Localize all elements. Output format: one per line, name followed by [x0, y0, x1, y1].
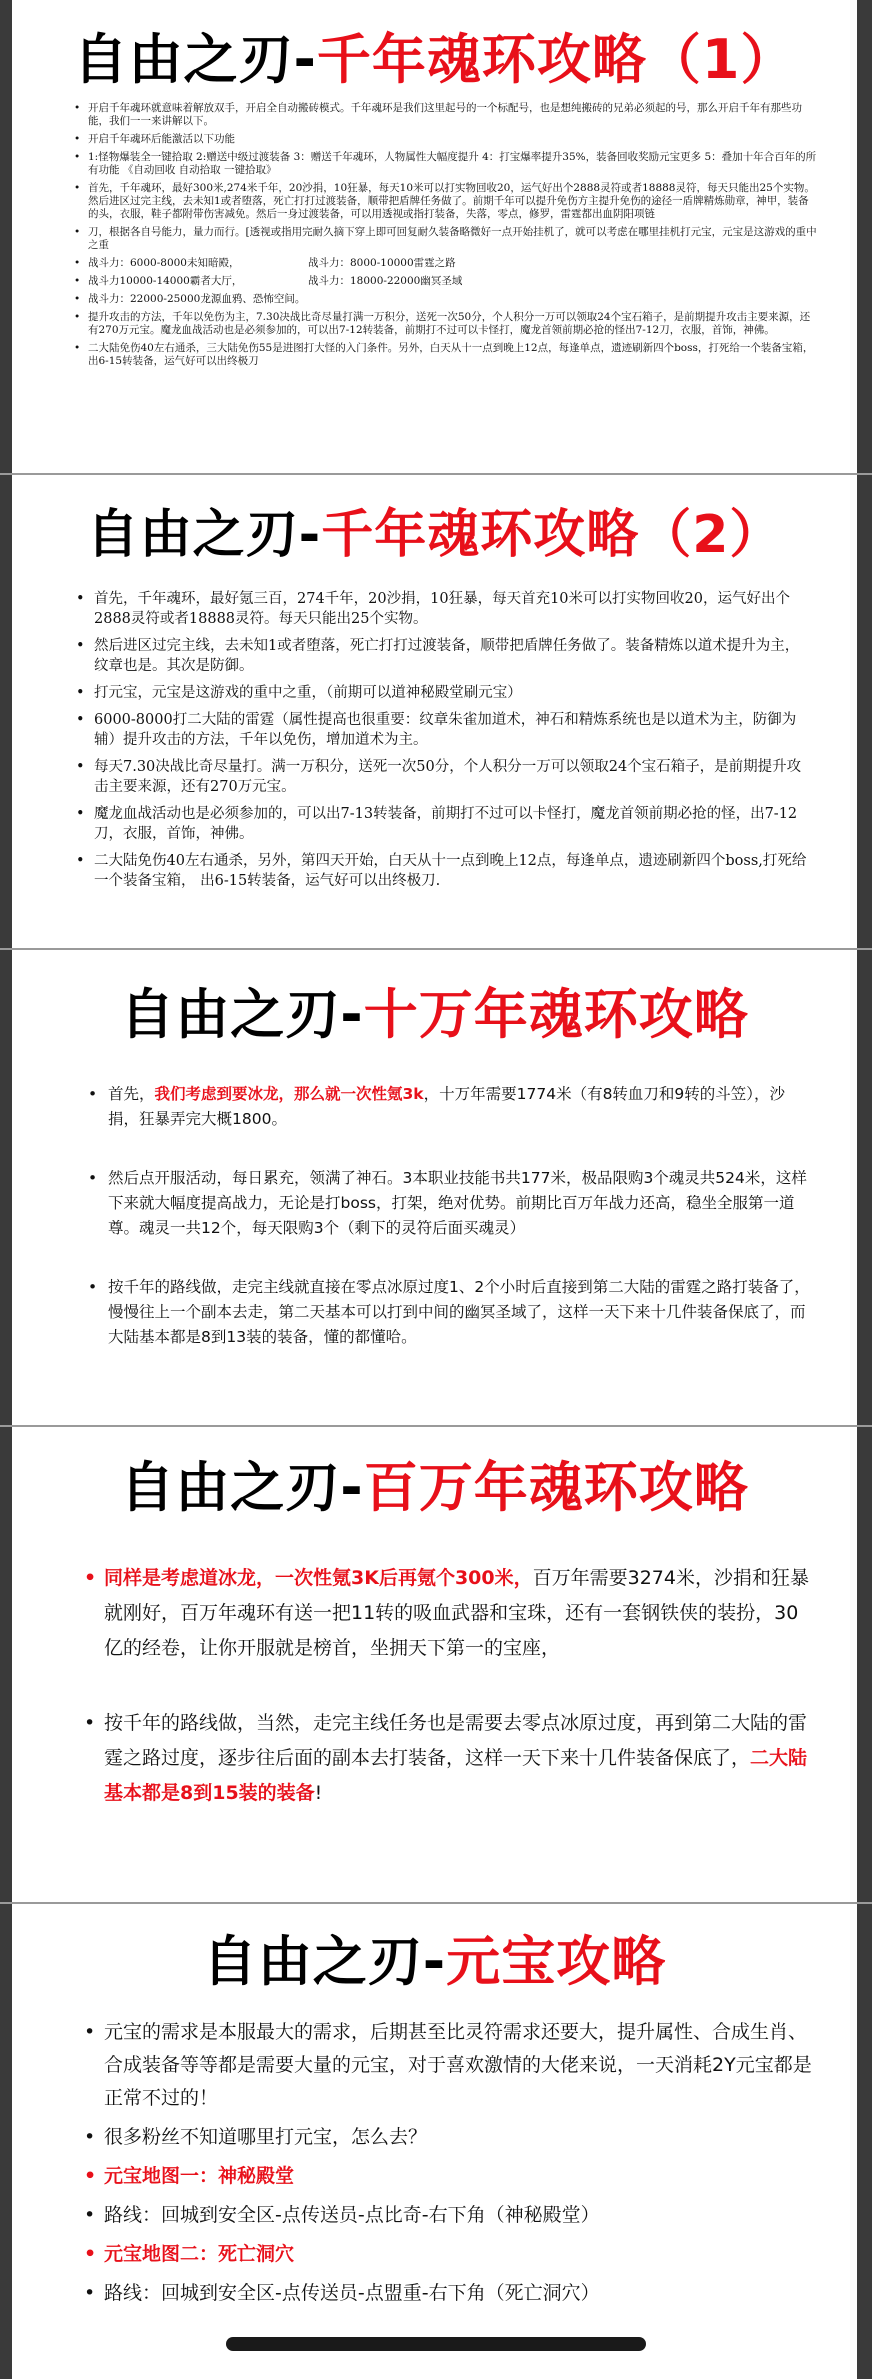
- highlight-text: 同样是考虑道冰龙，一次性氪3K后再氪个300米，: [104, 1567, 533, 1589]
- text: !: [314, 1782, 323, 1804]
- list-item: • 路线：回城到安全区-点传送员-点比奇-右下角（神秘殿堂）: [104, 2199, 817, 2232]
- panel-yuanbao: [12, 1904, 857, 2379]
- list-item: • 魔龙血战活动也是必须参加的，可以出7-13转装备，前期打不过可以卡怪打，魔龙首领前期必抢的怪，出7-12刀，衣服，首饰，神佛。: [94, 804, 809, 844]
- text: 百万年需要3274米，沙捐和狂暴就刚好，百万年魂环有送一把11转的吸血武器和宝珠，还有一套钢铁侠的装扮，30亿的经卷，让你开服就是榜首，坐拥天下第一的宝座，: [104, 1567, 809, 1659]
- panel-thousand-year-2: [12, 475, 857, 948]
- power-tier: 战斗力：8000-10000雷霆之路: [308, 257, 456, 269]
- list-item: • 元宝地图一：神秘殿堂: [104, 2160, 817, 2193]
- title-black: 自由之刃-: [73, 28, 317, 91]
- power-tier: 战斗力：18000-22000幽冥圣域: [308, 275, 463, 287]
- list-item: • 战斗力：22000-25000龙源血鸦、恐怖空间。: [88, 293, 817, 306]
- power-tier: • 战斗力10000-14000霸者大厅，: [88, 275, 243, 287]
- panel-title: [12, 0, 857, 92]
- list-item: • 元宝地图二：死亡洞穴: [104, 2238, 817, 2271]
- list-item: [88, 275, 817, 288]
- guide-list: [12, 1048, 857, 1350]
- guide-list: [12, 1994, 857, 2310]
- list-item: [88, 257, 817, 270]
- list-item: • 开启千年魂环后能激活以下功能: [88, 133, 817, 146]
- list-item: • 刀，根据各自号能力，量力而行。[透视或指用完耐久摘下穿上即可回复耐久装备略微好一点开始挂机了，就可以考虑在哪里挂机打元宝，元宝是这游戏的重中之重: [88, 226, 817, 252]
- text: ，十万年需要1774米（有8转血刀和9转的斗笠），沙捐，狂暴弄完大概1800。: [108, 1085, 786, 1128]
- panel-thousand-year-1: [12, 0, 857, 473]
- list-item: • 路线：回城到安全区-点传送员-点盟重-右下角（死亡洞穴）: [104, 2277, 817, 2310]
- panel-title: [12, 1427, 857, 1521]
- highlight-text: 二大陆基本都是8到15装的装备: [104, 1747, 808, 1804]
- panel-million-year: [12, 1427, 857, 1902]
- panel-title: [12, 950, 857, 1048]
- title-red: 十万年魂环攻略: [363, 983, 749, 1046]
- guide-list: [12, 1521, 857, 1811]
- list-item: • 开启千年魂环就意味着解放双手，开启全自动搬砖模式。千年魂环是我们这里起号的一个标配号，也是想纯搬砖的兄弟必须起的号，那么开启千年有那些功能，我们一一来讲解以下。: [88, 102, 817, 128]
- list-item: • 每天7.30决战比奇尽量打。满一万积分，送死一次50分，个人积分一万可以领取24个宝石箱子，是前期提升攻击主要来源，还有270万元宝。: [94, 757, 809, 797]
- panel-title: [12, 475, 857, 567]
- list-item: • 元宝的需求是本服最大的需求，后期甚至比灵符需求还要大，提升属性、合成生肖、合成装备等等都是需要大量的元宝，对于喜欢激情的大佬来说，一天消耗2Y元宝都是正常不过的！: [104, 2016, 817, 2115]
- list-item: • 然后点开服活动，每日累充，领满了神石。3本职业技能书共177米，极品限购3个魂灵共524米，这样下来就大幅度提高战力，无论是打boss，打架，绝对优势。前期比百万年战力还高，稳坐全服第一道尊。魂灵一共12个，每天限购3个（剩下的灵符后面买魂灵）: [108, 1166, 813, 1241]
- title-red: 千年魂环攻略（2）: [321, 505, 783, 565]
- title-black: 自由之刃-: [120, 1456, 364, 1519]
- list-item: • 提升攻击的方法，千年以免伤为主，7.30决战比奇尽量打满一万积分，送死一次50分，个人积分一万可以领取24个宝石箱子，是前期提升攻击主要来源，还有270万元宝。魔龙血战活动也是必须参加的，可以出7-12转装备，前期打不过可以卡怪打，魔龙首领前期必抢的怪出7-12刀，衣服，首饰，神佛。: [88, 311, 817, 337]
- list-item: • 6000-8000打二大陆的雷霆（属性提高也很重要：纹章朱雀加道术，神石和精炼系统也是以道术为主，防御为辅）提升攻击的方法，千年以免伤，增加道术为主。: [94, 710, 809, 750]
- list-item: • 打元宝，元宝是这游戏的重中之重，（前期可以道神秘殿堂刷元宝）: [94, 683, 809, 703]
- title-red: 千年魂环攻略（1）: [316, 28, 796, 91]
- guide-list: [12, 92, 857, 368]
- title-red: 元宝攻略: [446, 1930, 667, 1993]
- list-item: [104, 1706, 817, 1811]
- list-item: • 首先，千年魂环，最好300米,274米千年，20沙捐，10狂暴，每天10米可以打实物回收20，运气好出个2888灵符或者18888灵符，每天只能出25个实物。然后进区过完主线，去未知1或者堕落，死亡打打过渡装备，顺带把盾牌任务做了。前期千年可以提升免伤方主提升免伤的途径一盾牌精炼勋章，神甲，装备的头，衣服，鞋子都附带伤害减免。然后一身过渡装备，可以用透视或指打装备，失落，零点，修罗，雷霆都出血阴阳项链: [88, 182, 817, 221]
- list-item: • 首先，千年魂环，最好氪三百，274千年，20沙捐，10狂暴，每天首充10米可以打实物回收20，运气好出个2888灵符或者18888灵符。每天只能出25个实物。: [94, 589, 809, 629]
- list-item: • 二大陆免伤40左右通杀，另外，第四天开始，白天从十一点到晚上12点，每逢单点，遗迹刷新四个boss,打死给一个装备宝箱， 出6-15转装备，运气好可以出终极刀.: [94, 851, 809, 891]
- list-item: • 按千年的路线做，走完主线就直接在零点冰原过度1、2个小时后直接到第二大陆的雷霆之路打装备了，慢慢往上一个副本去走，第二天基本可以打到中间的幽冥圣域了，这样一天下来十几件装备保底了，而大陆基本都是8到13装的装备，懂的都懂哈。: [108, 1275, 813, 1350]
- list-item: [108, 1082, 813, 1132]
- panel-hundred-thousand-year: [12, 950, 857, 1425]
- title-black: 自由之刃-: [202, 1930, 447, 1993]
- list-item: [104, 1561, 817, 1666]
- text: 按千年的路线做，当然，走完主线任务也是需要去零点冰原过度，再到第二大陆的雷霆之路过度，逐步往后面的副本去打装备，这样一天下来十几件装备保底了，: [104, 1712, 808, 1769]
- panel-title: [12, 1904, 857, 1994]
- list-item: • 二大陆免伤40左右通杀，三大陆免伤55是进图打大怪的入门条件。另外，白天从十一点到晚上12点，每逢单点，遗迹刷新四个boss，打死给一个装备宝箱，出6-15转装备，运气好可以出终极刀: [88, 342, 817, 368]
- title-black: 自由之刃-: [120, 983, 364, 1046]
- highlight-text: 我们考虑到要冰龙，那么就一次性氪3k: [154, 1085, 424, 1103]
- power-tier: • 战斗力：6000-8000未知暗殿，: [88, 257, 240, 269]
- text: 首先，: [108, 1085, 155, 1103]
- list-item: • 1:怪物爆装全一键拾取 2:赠送中级过渡装备 3：赠送千年魂环，人物属性大幅度提升 4：打宝爆率提升35%，装备回收奖励元宝更多 5：叠加十年合百年的所有功能 《自动回收 自动拾取 一键拾取》: [88, 151, 817, 177]
- list-item: • 很多粉丝不知道哪里打元宝，怎么去？: [104, 2121, 817, 2154]
- list-item: • 然后进区过完主线，去未知1或者堕落，死亡打打过渡装备，顺带把盾牌任务做了。装备精炼以道术提升为主，纹章也是。其次是防御。: [94, 636, 809, 676]
- home-indicator-bar[interactable]: [226, 2337, 646, 2351]
- guide-list: [12, 567, 857, 891]
- title-black: 自由之刃-: [86, 505, 322, 565]
- title-red: 百万年魂环攻略: [363, 1456, 749, 1519]
